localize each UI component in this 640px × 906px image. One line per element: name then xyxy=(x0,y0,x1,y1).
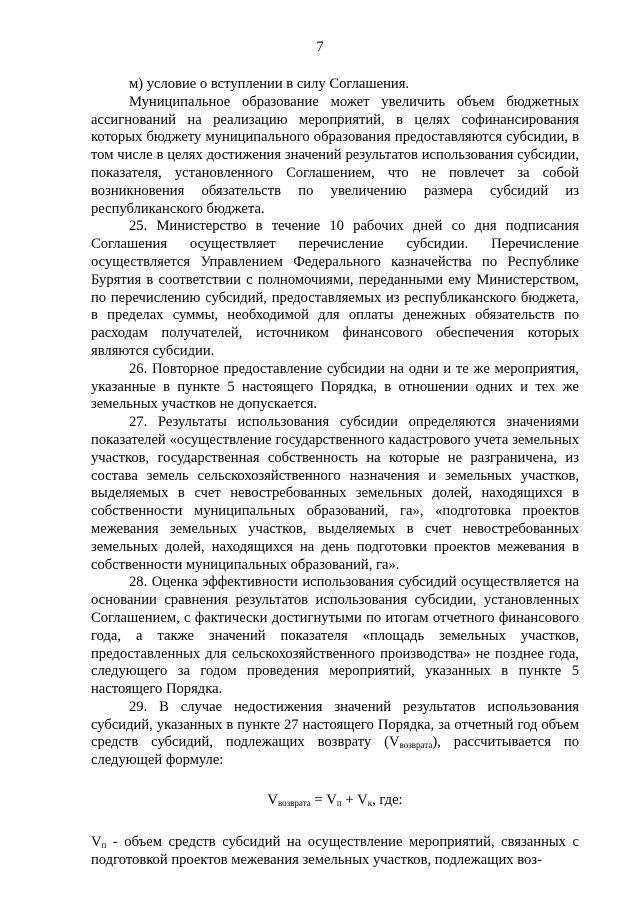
paragraph-28: 28. Оценка эффективности использования субсидий осуществляется на основании сравнения результатов использования субсидии, установленных Соглашением, с фактически достигнутыми по итогам отчетного финансового года, а также значений показателя «площадь земельных участков, предоставленных для сельскохозяйственного производства» не позднее года, следующего за годом проведения мероприятий, указанных в пункте 5 настоящего Порядка. xyxy=(91,574,579,698)
paragraph-29-text-before: 29. В случае недостижения значений результатов использования субсидий, указанных в пункте 27 настоящего Порядка, за отчетный год объем средств субсидий, подлежащих возврату (V xyxy=(91,698,579,751)
formula-plus: + V xyxy=(341,792,368,809)
definition-var: V xyxy=(91,833,102,850)
formula-sub-return: возврата xyxy=(277,798,311,809)
formula-equals: = V xyxy=(310,792,337,809)
formula-sub-p: п xyxy=(336,798,342,809)
paragraph-29-subscript: возврата xyxy=(399,740,433,751)
definition-sub: п xyxy=(101,839,107,850)
formula-tail: , где: xyxy=(372,792,403,809)
formula xyxy=(91,792,579,810)
paragraph-29-text-after: ), рассчитывается по следующей формуле: xyxy=(91,734,579,769)
formula-v-return: V xyxy=(267,792,278,809)
definition-vp xyxy=(91,834,579,870)
definition-text: - объем средств субсидий на осуществление мероприятий, связанных с подготовкой проектов межевания земельных участков, подлежащих воз- xyxy=(91,833,579,868)
paragraph-budget-increase: Муниципальное образование может увеличить объем бюджетных ассигнований на реализацию мероприятий, в целях софинансирования которых бюджету муниципального образования предоставляются субсидии, в том числе в целях достижения значений результатов использования субсидии, показателя, установленного Соглашением, что не повлечет за собой возникновения обязательств по увеличению размера субсидий из республиканского бюджета. xyxy=(91,93,579,217)
formula-sub-k: к xyxy=(367,798,373,809)
document-body xyxy=(91,76,579,869)
paragraph-27: 27. Результаты использования субсидии определяются значениями показателей «осуществление государственного кадастрового учета земельных участков, государственная собственность на которые не разграничена, из состава земель сельскохозяйственного назначения и земельных участков, выделяемых в счет невостребованных земельных долей, находящихся в собственности муниципальных образований, га», «подготовка проектов межевания земельных участков, выделяемых в счет невостребованных земельных долей, находящихся на день подготовки проектов межевания в собственности муниципальных образований, га». xyxy=(91,414,579,573)
paragraph-29 xyxy=(91,699,579,770)
paragraph-26: 26. Повторное предоставление субсидии на одни и те же мероприятия, указанные в пункте 5 настоящего Порядка, в отношении одних и тех же земельных участков не допускается. xyxy=(91,360,579,413)
page-number: 7 xyxy=(316,39,324,55)
paragraph-25: 25. Министерство в течение 10 рабочих дней со дня подписания Соглашения осуществляет перечисление субсидии. Перечисление осуществляется Управлением Федерального казначейства по Республике Бурятия в соответствии с полномочиями, переданными ему Министерством, по перечислению субсидий, предоставляемых из республиканского бюджета, в пределах суммы, необходимой для оплаты денежных обязательств по расходам получателей, источником финансового обеспечения которых являются субсидии. xyxy=(91,218,579,359)
paragraph-item-m: м) условие о вступлении в силу Соглашения. xyxy=(129,76,410,92)
